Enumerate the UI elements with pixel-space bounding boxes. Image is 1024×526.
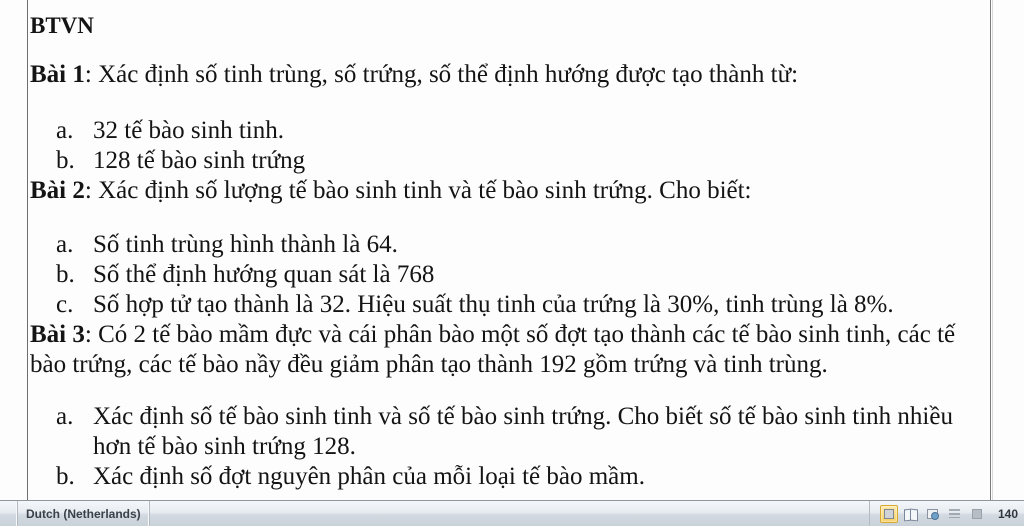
problem-1-intro: : Xác định số tinh trùng, số trứng, số thể định hướng được tạo thành từ: bbox=[84, 61, 799, 88]
outline-button[interactable] bbox=[946, 505, 964, 523]
item-text: Số tinh trùng hình thành là 64. bbox=[93, 231, 398, 258]
problem-1-label: Bài 1 bbox=[30, 61, 85, 88]
item-text: Xác định số đợt nguyên phân của mỗi loại tế bào mầm. bbox=[93, 463, 645, 490]
list-item bbox=[30, 116, 988, 146]
page-border-right bbox=[990, 0, 991, 500]
list-item bbox=[30, 146, 988, 176]
list-item bbox=[30, 230, 988, 260]
item-text: Số hợp tử tạo thành là 32. Hiệu suất thụ tinh của trứng là 30%, tinh trùng là 8%. bbox=[93, 291, 894, 318]
item-marker: c. bbox=[56, 291, 74, 318]
list-item bbox=[30, 260, 988, 290]
problem-2-intro: : Xác định số lượng tế bào sinh tinh và tế bào sinh trứng. Cho biết: bbox=[84, 177, 752, 204]
web-layout-icon bbox=[927, 509, 938, 519]
item-marker: b. bbox=[56, 147, 75, 174]
status-bar-spacer bbox=[150, 501, 869, 526]
problem-2-list bbox=[30, 230, 988, 320]
print-layout-icon bbox=[884, 509, 894, 519]
item-marker: b. bbox=[56, 463, 75, 490]
item-text: Số thể định hướng quan sát là 768 bbox=[93, 261, 435, 288]
draft-icon bbox=[972, 509, 982, 519]
print-layout-button[interactable] bbox=[880, 505, 898, 523]
list-item bbox=[30, 290, 988, 320]
status-bar bbox=[0, 500, 1024, 526]
view-switcher bbox=[869, 501, 1024, 526]
item-text: Xác định số tế bào sinh tinh và số tế bào sinh trứng. Cho biết số tế bào sinh tinh nhiều hơn tế bào sinh trứng 128. bbox=[93, 403, 953, 460]
item-marker: a. bbox=[56, 231, 74, 258]
page-title: BTVN bbox=[30, 13, 94, 38]
problem-1-heading bbox=[30, 60, 988, 90]
language-label: Dutch (Netherlands) bbox=[26, 506, 141, 521]
full-screen-reading-button[interactable] bbox=[902, 505, 920, 523]
list-item bbox=[30, 402, 988, 462]
outline-icon bbox=[949, 509, 960, 518]
zoom-level[interactable]: 140 bbox=[997, 506, 1018, 521]
item-marker: a. bbox=[56, 117, 74, 144]
problem-3-heading bbox=[30, 320, 988, 380]
page-border-left bbox=[27, 0, 28, 500]
problem-3-label: Bài 3 bbox=[30, 321, 85, 348]
item-text: 128 tế bào sinh trứng bbox=[93, 147, 306, 174]
web-layout-button[interactable] bbox=[924, 505, 942, 523]
language-indicator[interactable] bbox=[18, 501, 150, 526]
item-marker: a. bbox=[56, 403, 74, 430]
list-item bbox=[30, 462, 988, 492]
problem-2-label: Bài 2 bbox=[30, 177, 85, 204]
problem-3-intro: : Có 2 tế bào mầm đực và cái phân bào một số đợt tạo thành các tế bào sinh tinh, các tế bào trứng, các tế bào nầy đều giảm phân tạo thành 192 gồm trứng và tinh trùng. bbox=[30, 321, 956, 378]
draft-button[interactable] bbox=[968, 505, 986, 523]
problem-2-heading bbox=[30, 176, 988, 206]
full-screen-reading-icon bbox=[904, 509, 918, 519]
document-content bbox=[30, 12, 988, 492]
problem-1-list bbox=[30, 116, 988, 176]
item-marker: b. bbox=[56, 261, 75, 288]
status-bar-left-cell bbox=[0, 501, 18, 526]
item-text: 32 tế bào sinh tinh. bbox=[93, 117, 284, 144]
problem-3-list bbox=[30, 402, 988, 492]
